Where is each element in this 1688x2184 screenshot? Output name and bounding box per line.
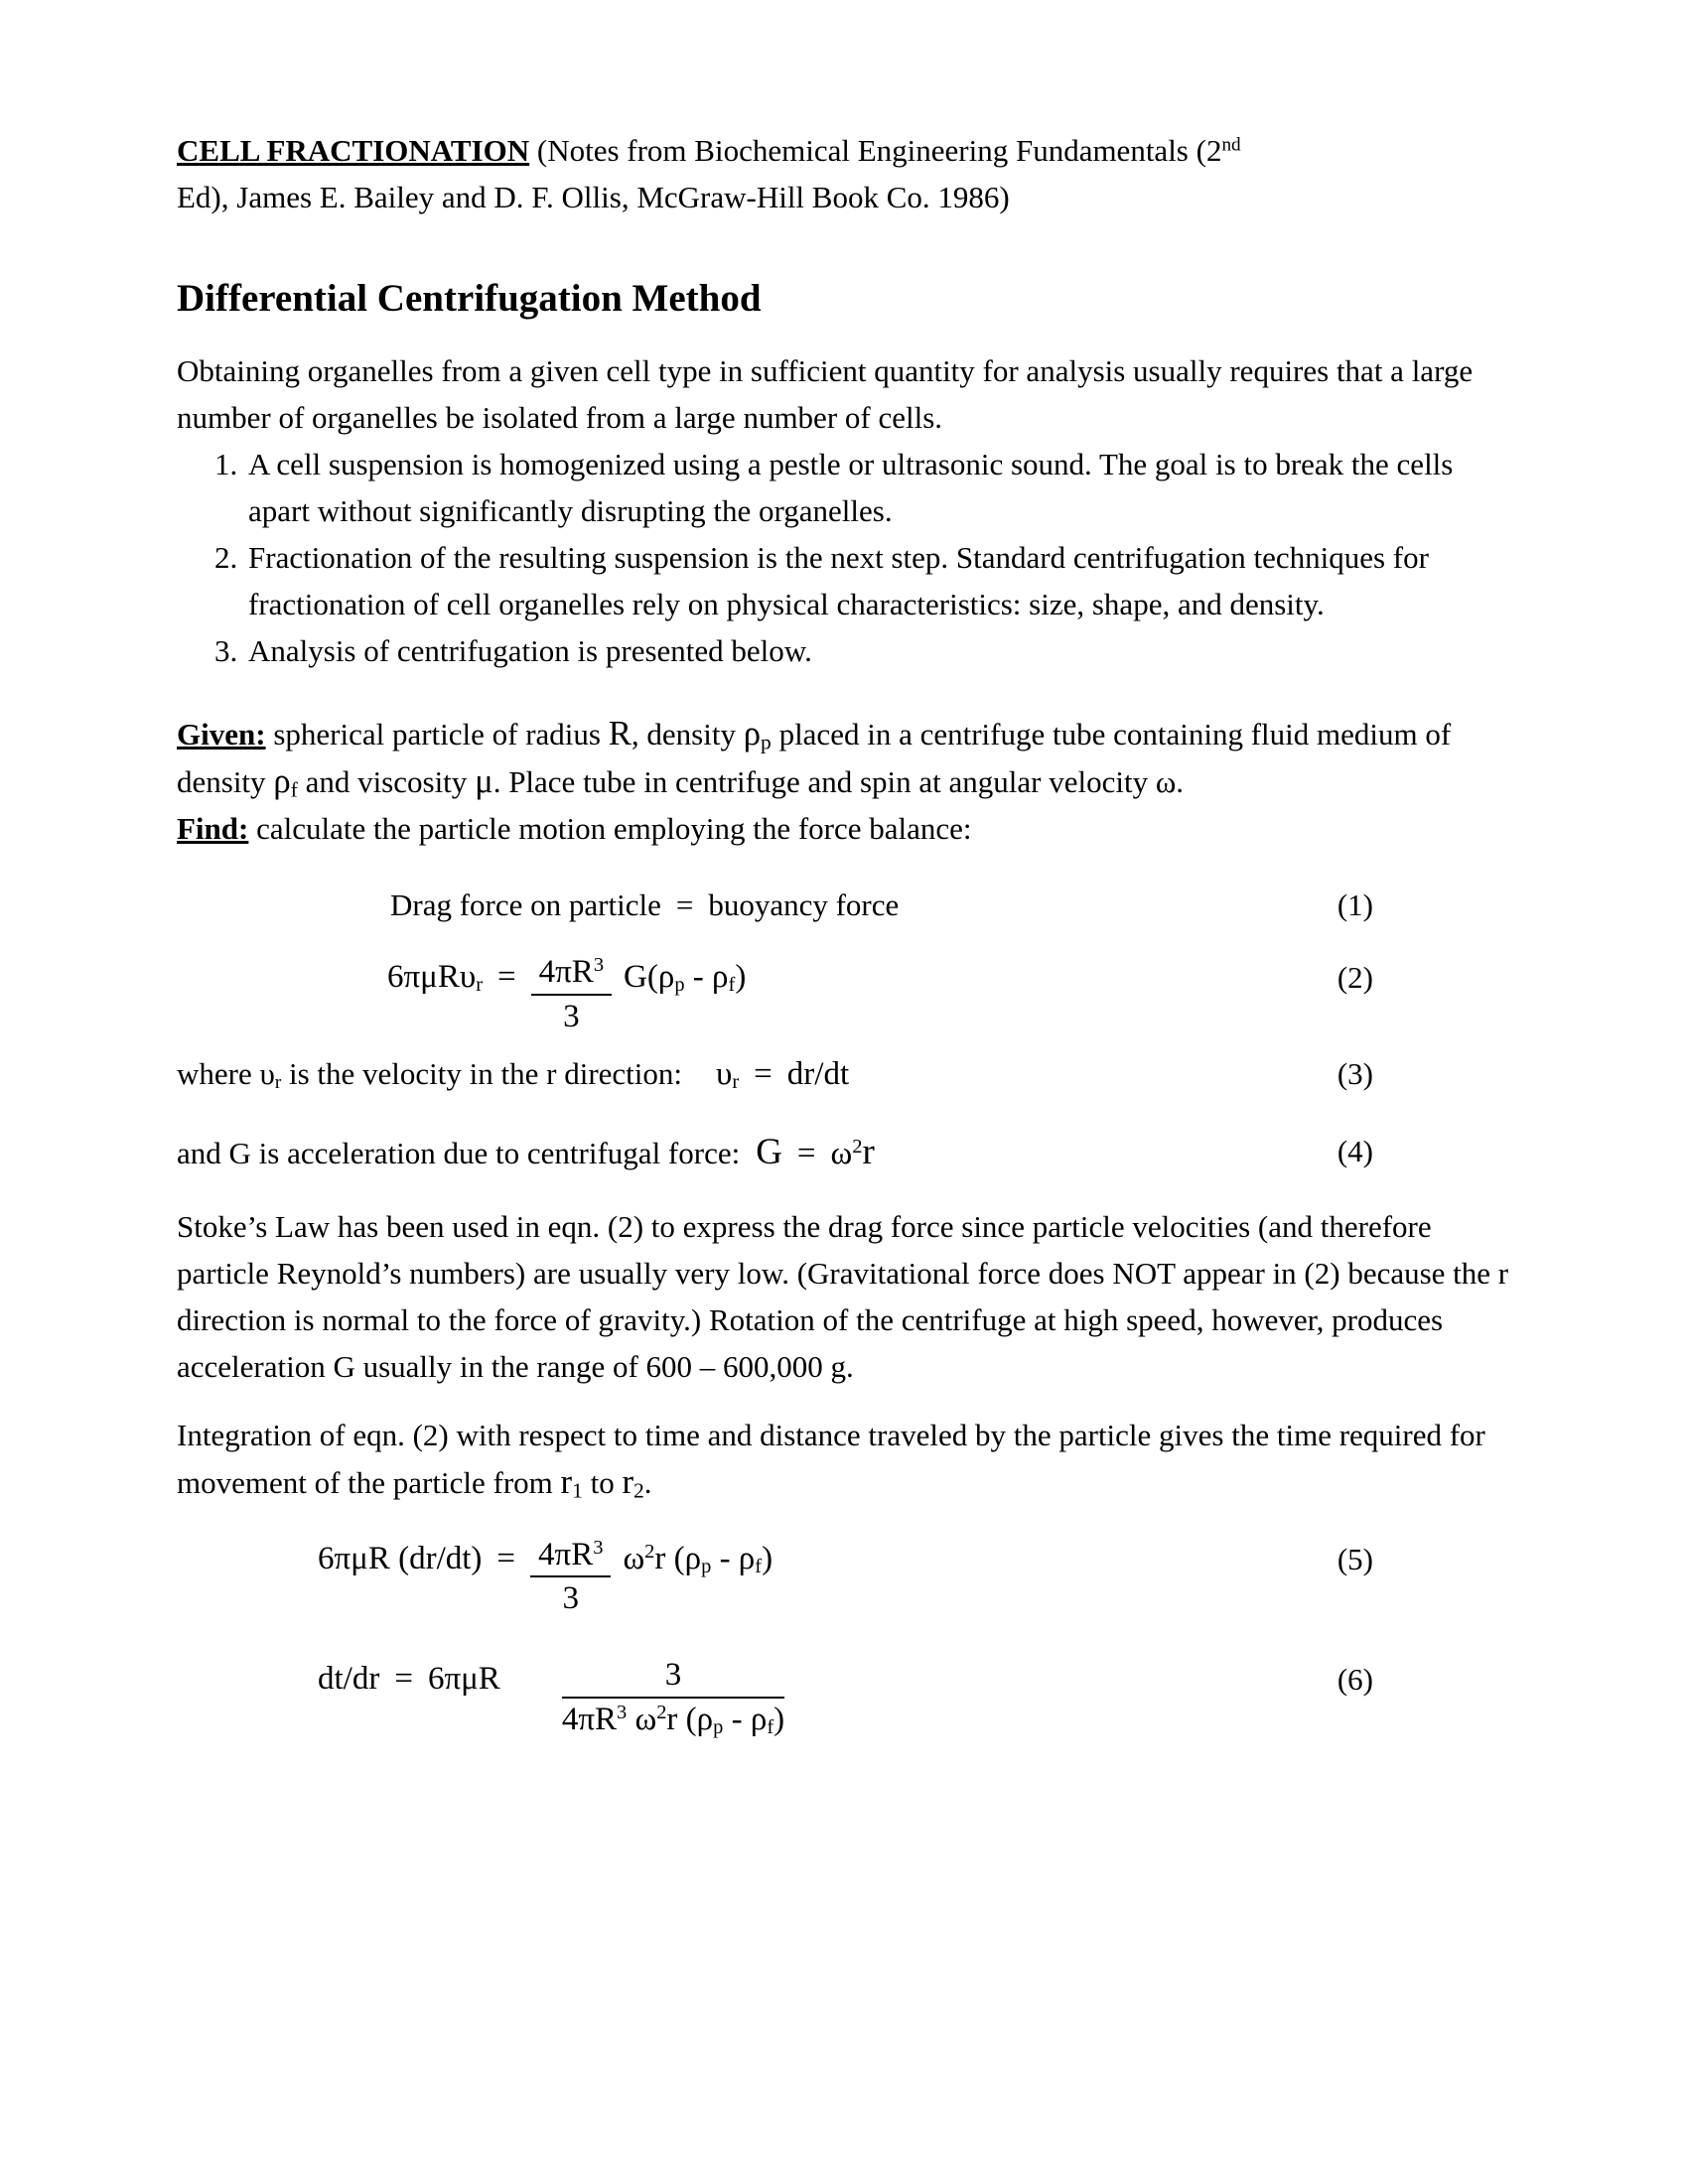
eq6-den-text-2: ω xyxy=(627,1701,657,1737)
integration-text-2: to xyxy=(582,1465,623,1501)
list-item-number: 2. xyxy=(214,540,238,575)
subscript-f: f xyxy=(767,1715,774,1738)
superscript-3: 3 xyxy=(617,1701,628,1723)
superscript-2: 2 xyxy=(644,1540,655,1563)
equation-2 xyxy=(177,954,1512,1036)
given-text-2: , density xyxy=(631,717,744,751)
superscript-3: 3 xyxy=(593,954,605,977)
equals-sign: = xyxy=(796,1136,816,1172)
subscript-r: r xyxy=(732,1071,740,1094)
fraction-numerator xyxy=(530,1537,611,1578)
header-citation-line2: Ed), James E. Bailey and D. F. Ollis, McGraw-Hill Book Co. 1986) xyxy=(177,180,1010,214)
equation-1 xyxy=(177,882,1512,928)
given-text-5: . Place tube in centrifuge and spin at angular velocity xyxy=(492,764,1156,799)
fraction xyxy=(531,954,612,1036)
var-rho-f xyxy=(273,761,298,800)
subscript-2: 2 xyxy=(633,1478,644,1503)
eq3-equation xyxy=(716,1056,849,1092)
upsilon-symbol: υ xyxy=(259,1056,275,1092)
equation-3 xyxy=(177,1050,1512,1098)
var-r1 xyxy=(561,1462,583,1501)
eq6-den-text-1: 4πR xyxy=(561,1701,617,1737)
ordinal-superscript: nd xyxy=(1221,134,1241,156)
rho-symbol: ρ xyxy=(743,714,762,752)
equals-sign: = xyxy=(675,887,694,922)
list-item-number: 3. xyxy=(214,633,238,668)
var-upsilon-r xyxy=(259,1056,282,1094)
omega-symbol: ω xyxy=(623,1541,645,1577)
upsilon-symbol: υ xyxy=(716,1056,733,1093)
given-paragraph xyxy=(177,710,1512,805)
equation-number-3: (3) xyxy=(1336,1056,1373,1092)
list-item-text: Fractionation of the resulting suspension is the next step. Standard centrifugation techniques for fractionation of cell organelles rely on physical characteristics: size, shape, and density. xyxy=(248,540,1429,621)
equation-4 xyxy=(177,1128,1512,1177)
integration-text-3: . xyxy=(643,1465,652,1501)
superscript-2: 2 xyxy=(656,1701,667,1723)
eq5-numerator-text: 4πR xyxy=(538,1536,594,1572)
given-text-3: placed in a centrifuge tube containing fluid medium of density xyxy=(177,717,1452,799)
r-symbol: r xyxy=(560,1462,573,1502)
eq5-rhs xyxy=(623,1541,773,1576)
eq5-rhs-text-3: - ρ xyxy=(711,1541,756,1577)
find-label: Find: xyxy=(177,811,249,846)
rho-symbol: ρ xyxy=(273,761,291,800)
equation-number-1: (1) xyxy=(1336,887,1373,922)
omega-symbol: ω xyxy=(830,1136,853,1172)
equals-sign: = xyxy=(497,959,516,995)
list-item-text: A cell suspension is homogenized using a pestle or ultrasonic sound. The goal is to break the cells apart without significantly disrupting the organelles. xyxy=(248,447,1454,528)
var-r2 xyxy=(622,1462,643,1501)
var-omega: ω xyxy=(1155,764,1177,799)
var-rho-p xyxy=(744,714,772,752)
eq4-equation xyxy=(756,1131,875,1172)
list-item-number: 1. xyxy=(214,447,238,481)
list-item-2 xyxy=(177,534,1512,627)
equation-5 xyxy=(177,1536,1512,1618)
eq3-rhs: dr/dt xyxy=(786,1056,850,1093)
list-item-3 xyxy=(177,627,1512,674)
eq6-lhs: dt/dr xyxy=(318,1661,380,1698)
subscript-1: 1 xyxy=(572,1478,583,1503)
var-R: R xyxy=(608,714,632,752)
eq6-coefficient: 6πμR xyxy=(427,1661,500,1698)
equation-number-6: (6) xyxy=(1336,1662,1373,1698)
eq2-numerator-text: 4πR xyxy=(538,954,594,991)
find-text: calculate the particle motion employing the force balance: xyxy=(248,811,972,846)
equation-6 xyxy=(177,1656,1512,1738)
given-text-1: spherical particle of radius xyxy=(265,717,609,751)
list-item-1 xyxy=(177,441,1512,534)
find-paragraph xyxy=(177,805,1512,852)
fraction xyxy=(530,1537,611,1619)
equals-sign: = xyxy=(754,1056,773,1093)
given-text-4: and viscosity xyxy=(297,764,476,799)
fraction-denominator: 3 xyxy=(563,999,580,1035)
fraction-numerator: 3 xyxy=(562,1657,784,1699)
header-paragraph xyxy=(177,127,1512,220)
subscript-f: f xyxy=(290,777,298,802)
eq4-lead-text: and G is acceleration due to centrifugal force: xyxy=(177,1136,741,1171)
var-mu: μ xyxy=(475,761,493,800)
fraction-denominator: 3 xyxy=(562,1580,579,1617)
eq5-rhs-text-2: r (ρ xyxy=(654,1541,702,1577)
superscript-3: 3 xyxy=(593,1536,604,1559)
integration-text-1: Integration of eqn. (2) with respect to time and distance traveled by the particle gives the time required for movement of the particle from xyxy=(177,1418,1485,1501)
subscript-p: p xyxy=(761,730,772,754)
superscript-2: 2 xyxy=(852,1135,863,1158)
eq6-den-text-3: r (ρ xyxy=(666,1701,714,1737)
list-item-text: Analysis of centrifugation is presented below. xyxy=(248,633,812,668)
eq6-den-text-4: - ρ xyxy=(723,1701,768,1737)
integration-paragraph xyxy=(177,1412,1512,1506)
eq2-rhs-text-2: - ρ xyxy=(684,959,729,995)
fraction-denominator xyxy=(562,1699,784,1739)
subscript-r: r xyxy=(476,974,484,997)
eq2-rhs xyxy=(624,959,746,995)
eq5-rhs-text-4: ) xyxy=(762,1541,774,1577)
numbered-list xyxy=(177,441,1512,674)
equals-sign: = xyxy=(496,1541,516,1577)
fraction xyxy=(562,1657,784,1739)
subscript-p: p xyxy=(674,974,685,997)
eq1-rhs: buoyancy force xyxy=(708,887,900,922)
r-symbol: r xyxy=(622,1462,634,1502)
equation-number-4: (4) xyxy=(1336,1134,1373,1169)
intro-paragraph: Obtaining organelles from a given cell type in sufficient quantity for analysis usually requires that a large number of organelles be isolated from a large number of cells. xyxy=(177,353,1474,435)
given-text-6: . xyxy=(1176,764,1184,799)
equals-sign: = xyxy=(394,1661,413,1698)
eq2-lhs-main: 6πμRυ xyxy=(387,959,477,995)
eq4-rhs xyxy=(830,1131,875,1172)
var-r: r xyxy=(862,1131,875,1172)
eq3-lhs xyxy=(716,1056,739,1092)
eq5-lhs: 6πμR (dr/dt) xyxy=(318,1541,483,1577)
subscript-p: p xyxy=(713,1715,724,1738)
eq2-lhs xyxy=(387,959,483,995)
stokes-paragraph: Stoke’s Law has been used in eqn. (2) to express the drag force since particle velocities (and therefore particle Reynold’s numbers) are usually very low. (Gravitational force does NOT appear in (2) because the r direction is normal to the force of gravity.) Rotation of the centrifuge at high speed, however, produces acceleration G usually in the range of 600 – 600,000 g. xyxy=(177,1209,1509,1385)
subscript-r: r xyxy=(274,1072,282,1094)
eq2-rhs-text-1: G(ρ xyxy=(624,959,675,995)
fraction-numerator xyxy=(531,954,612,996)
doc-title: CELL FRACTIONATION xyxy=(177,133,530,168)
subscript-f: f xyxy=(728,974,736,997)
eq2-rhs-text-3: ) xyxy=(735,959,747,995)
equation-number-2: (2) xyxy=(1336,960,1373,995)
eq1-lhs: Drag force on particle xyxy=(390,887,661,922)
eq3-pre-2: is the velocity in the r direction: xyxy=(281,1056,683,1092)
var-G: G xyxy=(756,1131,782,1172)
given-label: Given: xyxy=(177,717,266,751)
subscript-p: p xyxy=(701,1556,712,1578)
subscript-f: f xyxy=(755,1556,763,1578)
eq3-pre-1: where xyxy=(177,1056,260,1092)
eq3-lead-text xyxy=(177,1056,683,1094)
equation-number-5: (5) xyxy=(1336,1542,1373,1577)
header-citation-text: (Notes from Biochemical Engineering Fundamentals (2 xyxy=(529,133,1222,168)
eq6-den-text-5: ) xyxy=(774,1701,785,1737)
section-heading: Differential Centrifugation Method xyxy=(177,277,762,320)
